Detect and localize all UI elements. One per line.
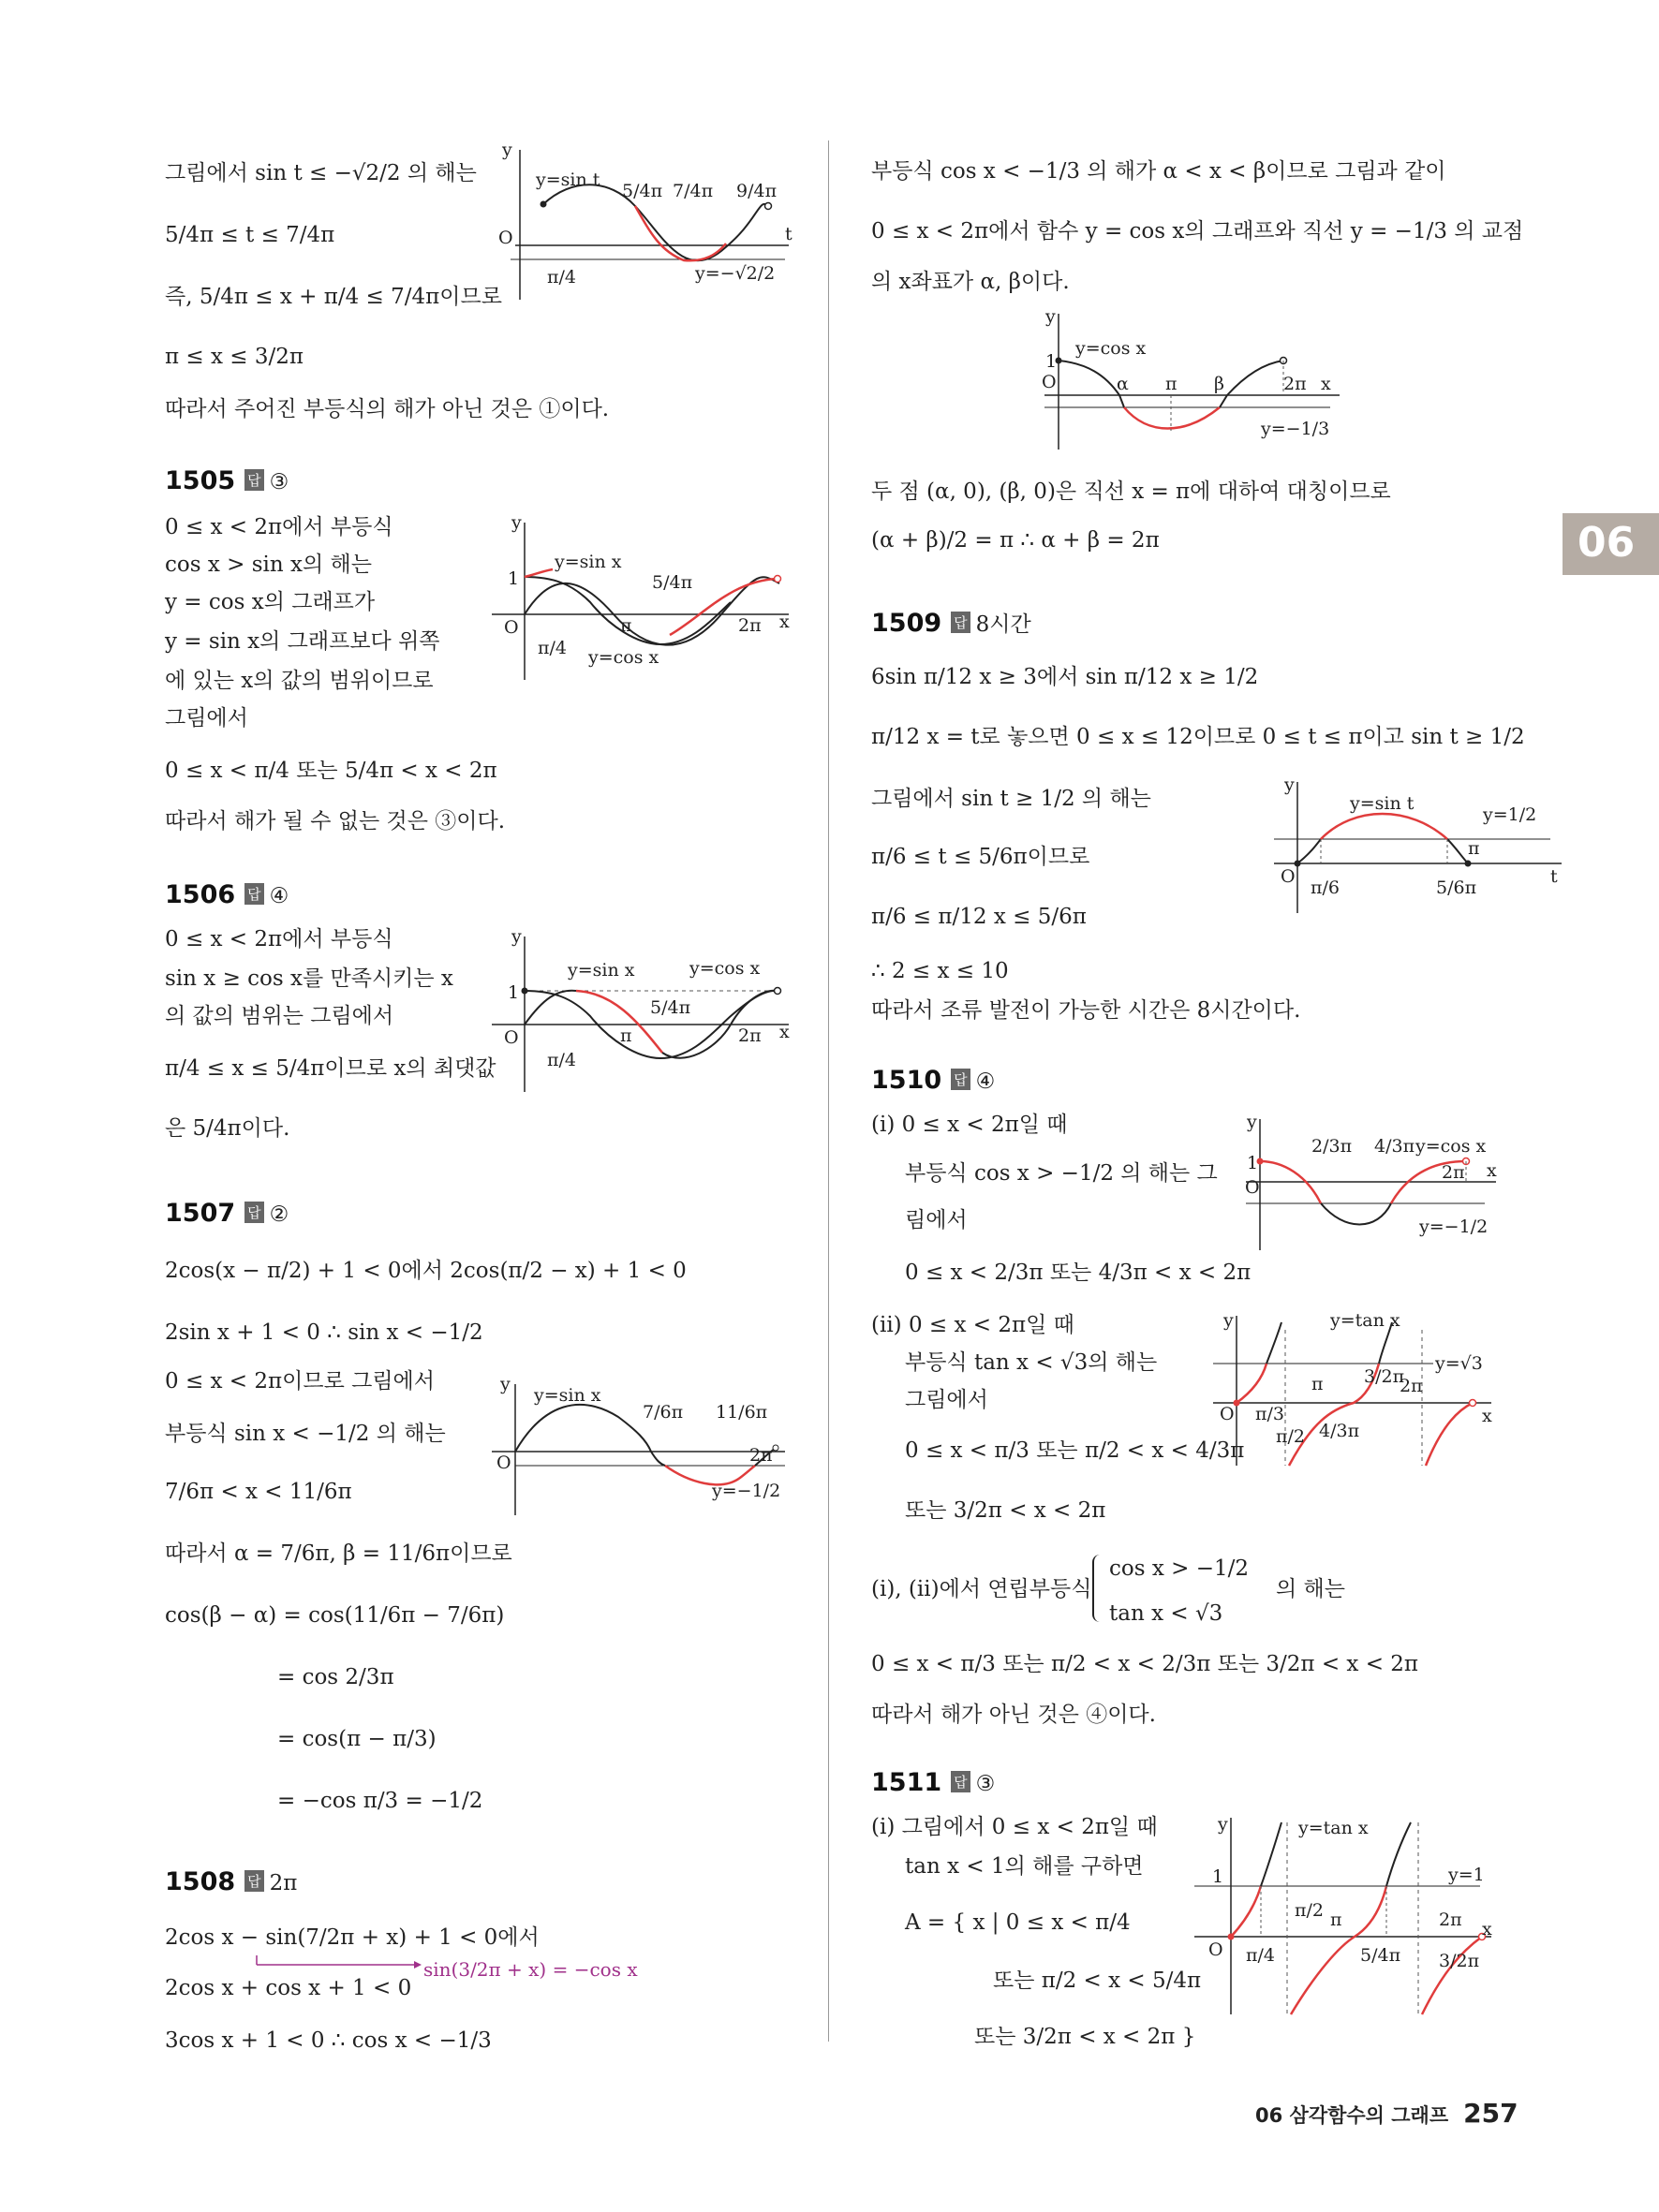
text-line: 따라서 α = 7/6π, β = 11/6π이므로	[165, 1541, 512, 1566]
tick-label: 5/4π	[652, 572, 693, 593]
text-line: 2sin x + 1 < 0 ∴ sin x < −1/2	[165, 1320, 483, 1345]
graph-cos-1508	[1030, 306, 1349, 459]
tick-label: π	[620, 615, 632, 636]
graph-tan-1511	[1190, 1813, 1499, 2019]
problem-number: 1509	[871, 609, 942, 638]
solution-arc	[1231, 1886, 1261, 1937]
tick-label: π/2	[1276, 1426, 1305, 1447]
graph-tan-1510	[1208, 1311, 1499, 1470]
graph-sin-t-1504	[487, 140, 796, 304]
text-line: 7/6π < x < 11/6π	[165, 1480, 352, 1504]
text-line: π/12 x = t로 놓으면 0 ≤ x ≤ 12이므로 0 ≤ t ≤ π이고 sin t ≥ 1/2	[871, 725, 1525, 749]
text-line: 6sin π/12 x ≥ 3에서 sin π/12 x ≥ 1/2	[871, 665, 1259, 689]
chapter-tab	[1563, 513, 1659, 575]
y-label: y	[502, 140, 512, 160]
line-label: y=1	[1448, 1865, 1485, 1885]
tick-label: 7/4π	[673, 181, 714, 201]
line-label: y=√3	[1435, 1353, 1483, 1374]
problem-header-1511	[871, 1768, 995, 1797]
tick-label: 2π	[738, 1025, 762, 1046]
sin-curve	[1447, 839, 1468, 863]
origin-label: O	[504, 617, 519, 638]
text-line: 0 ≤ x < π/4 또는 5/4π < x < 2π	[165, 759, 497, 783]
text-line: 또는 3/2π < x < 2π	[905, 1498, 1106, 1523]
text-line: A = { x | 0 ≤ x < π/4	[905, 1910, 1131, 1935]
x-label: x	[1487, 1160, 1497, 1181]
text-line: π/6 ≤ π/12 x ≤ 5/6π	[871, 905, 1087, 929]
text-line: 그림에서	[165, 706, 248, 730]
text-line: = cos 2/3π	[277, 1665, 394, 1689]
tick-label: 1	[1212, 1866, 1224, 1887]
curve-label: y=sin x	[555, 552, 622, 572]
origin-label: O	[1220, 1404, 1235, 1424]
curve-label: y=sin t	[536, 170, 600, 190]
origin-label: O	[504, 1027, 519, 1048]
tick-label: 4/3π	[1319, 1421, 1360, 1441]
answer-value: ④	[975, 1069, 996, 1094]
solution-arc	[1124, 407, 1220, 429]
text-line: 0 ≤ x < 2/3π 또는 4/3π < x < 2π	[905, 1261, 1252, 1285]
text-line: 또는 3/2π < x < 2π }	[974, 2025, 1196, 2049]
x-label: x	[1321, 374, 1331, 394]
solution-arc	[1422, 1937, 1482, 2014]
tick-label: 2π	[749, 1445, 773, 1466]
curve-label: y=sin x	[568, 960, 635, 981]
y-label: y	[1247, 1112, 1257, 1132]
tick-label: π/6	[1311, 877, 1340, 898]
text-line: (i) 그림에서 0 ≤ x < 2π일 때	[871, 1815, 1158, 1839]
text-line: 따라서 조류 발전이 가능한 시간은 8시간이다.	[871, 998, 1301, 1023]
answer-value: 2π	[269, 1871, 298, 1895]
answer-badge: 답	[244, 1202, 264, 1223]
tick-label: 2π	[1442, 1162, 1465, 1183]
curve-label: y=sin t	[1350, 793, 1415, 814]
problem-number: 1508	[165, 1867, 236, 1896]
text-line: 그림에서 sin t ≤ −√2/2 의 해는	[165, 161, 477, 185]
text-line: cos(β − α) = cos(11/6π − 7/6π)	[165, 1603, 505, 1628]
origin-label: O	[498, 228, 513, 248]
x-label: x	[1482, 1406, 1492, 1426]
text-line: 또는 π/2 < x < 5/4π	[993, 1969, 1202, 1993]
page-footer	[1255, 2098, 1518, 2129]
tick-label: 3/2π	[1439, 1951, 1480, 1971]
origin-label: O	[1042, 372, 1057, 392]
tick-label: β	[1214, 374, 1224, 394]
text-line: 2cos x + cos x + 1 < 0	[165, 1976, 412, 2000]
tick-label: 1	[508, 568, 520, 589]
chapter-tab-label: 06	[1578, 519, 1636, 567]
text-line: 0 ≤ x < 2π에서 부등식	[165, 927, 393, 951]
answer-value: ②	[269, 1202, 289, 1227]
tick-label: 5/4π	[650, 997, 691, 1018]
solution-arc	[635, 206, 726, 260]
text-line: = −cos π/3 = −1/2	[277, 1789, 483, 1813]
problem-header-1505	[165, 466, 289, 495]
problem-header-1506	[165, 880, 289, 909]
tick-label: π/4	[547, 1050, 576, 1070]
curve-label: y=tan x	[1330, 1310, 1400, 1331]
end-point	[775, 988, 781, 995]
tick-label: π/3	[1255, 1404, 1284, 1424]
tick-label: 9/4π	[736, 181, 778, 201]
cos-curve	[1321, 1203, 1391, 1225]
problem-number: 1507	[165, 1199, 236, 1228]
text-line: 부등식 sin x < −1/2 의 해는	[165, 1422, 446, 1446]
text-line: 0 ≤ x < π/3 또는 π/2 < x < 2/3π 또는 3/2π < x < 2π	[871, 1652, 1419, 1676]
curve-label: y=cos x	[1075, 338, 1147, 359]
tick-label: α	[1117, 374, 1129, 394]
text-line: 2cos x − sin(7/2π + x) + 1 < 0에서	[165, 1925, 540, 1950]
x-label: t	[785, 224, 792, 244]
text-line: 2cos(x − π/2) + 1 < 0에서 2cos(π/2 − x) + 1 < 0	[165, 1259, 687, 1283]
curve-label: y=cos x	[1415, 1136, 1487, 1157]
text-line: (i) 0 ≤ x < 2π일 때	[871, 1113, 1068, 1137]
answer-badge: 답	[951, 1771, 970, 1792]
tick-label: π/4	[538, 638, 567, 658]
text-line: 그림에서 sin t ≥ 1/2 의 해는	[871, 787, 1151, 811]
answer-badge: 답	[951, 1069, 970, 1090]
answer-value: ③	[269, 470, 289, 494]
problem-number: 1510	[871, 1066, 942, 1095]
text-line: 0 ≤ x < 2π에서 부등식	[165, 515, 393, 539]
tick-label: 5/4π	[1360, 1945, 1401, 1966]
text-line: π ≤ x ≤ 3/2π	[165, 345, 304, 369]
tick-label: 7/6π	[643, 1402, 684, 1423]
y-label: y	[1223, 1310, 1234, 1331]
end-point	[1465, 861, 1472, 867]
text-line: 부등식 tan x < √3의 해는	[905, 1350, 1158, 1375]
curve-label: y=sin x	[534, 1385, 601, 1406]
graph-sin-cos-1505	[487, 513, 796, 682]
tan-curve	[1261, 1822, 1281, 1886]
problem-header-1510	[871, 1066, 995, 1095]
x-label: t	[1550, 866, 1558, 887]
text-line: cos x > −1/2	[1109, 1556, 1249, 1581]
text-line: (ii) 0 ≤ x < 2π일 때	[871, 1313, 1074, 1337]
line-label: y=−1/3	[1261, 419, 1330, 439]
text-line: cos x > sin x의 해는	[165, 553, 372, 577]
problem-number: 1511	[871, 1768, 942, 1797]
graph-sin-t-1509	[1269, 774, 1569, 918]
origin-label: O	[1208, 1939, 1223, 1960]
tick-label: π/2	[1295, 1900, 1324, 1921]
text-line: 0 ≤ x < π/3 또는 π/2 < x < 4/3π	[905, 1438, 1245, 1463]
problem-header-1508	[165, 1867, 297, 1896]
tick-label: π/4	[547, 267, 576, 288]
tick-label: 11/6π	[716, 1402, 768, 1423]
sin-curve	[1297, 839, 1321, 863]
text-line: 림에서	[905, 1208, 968, 1232]
y-label: y	[1284, 774, 1295, 795]
text-line: y = sin x의 그래프보다 위쪽	[165, 629, 440, 654]
text-line: ∴ 2 ≤ x ≤ 10	[871, 959, 1009, 983]
solution-arc	[1237, 1364, 1266, 1403]
tick-label: π	[1165, 374, 1178, 394]
tick-label: 5/4π	[622, 181, 663, 201]
end-point	[1470, 1400, 1476, 1407]
problem-number: 1505	[165, 466, 236, 495]
tick-label: 2π	[1439, 1910, 1462, 1930]
start-point	[1228, 1934, 1235, 1940]
tick-label: π/4	[1246, 1945, 1275, 1966]
solution-arc	[1426, 1403, 1473, 1466]
text-line: π/6 ≤ t ≤ 5/6π이므로	[871, 845, 1090, 869]
tan-curve	[1386, 1822, 1411, 1886]
solution-arc	[1321, 814, 1447, 839]
cos-curve	[1220, 361, 1283, 407]
answer-badge: 답	[244, 1870, 264, 1892]
end-point	[773, 1445, 778, 1451]
text-line: tan x < √3	[1109, 1601, 1223, 1626]
y-label: y	[1045, 306, 1056, 327]
end-point	[775, 576, 781, 582]
answer-value: ④	[269, 884, 289, 908]
text-line: (i), (ii)에서 연립부등식	[871, 1577, 1092, 1601]
text-line: 부등식 cos x < −1/3 의 해가 α < x < β이므로 그림과 같이	[871, 159, 1446, 184]
text-line: tan x < 1의 해를 구하면	[905, 1854, 1144, 1879]
tick-label: 2π	[738, 615, 762, 636]
tick-label: 4/3π	[1374, 1136, 1415, 1157]
solution-arc	[525, 569, 553, 577]
text-line: 즉, 5/4π ≤ x + π/4 ≤ 7/4π이므로	[165, 285, 502, 309]
start-point	[541, 201, 547, 208]
answer-value: 8시간	[975, 612, 1031, 637]
sin-curve	[651, 1452, 665, 1466]
text-line: 의 x좌표가 α, β이다.	[871, 270, 1070, 294]
text-line: 의 해는	[1276, 1577, 1345, 1601]
text-line: (α + β)/2 = π ∴ α + β = 2π	[871, 528, 1160, 553]
start-point	[522, 988, 528, 995]
page-number: 257	[1463, 2098, 1518, 2129]
text-line: 5/4π ≤ t ≤ 7/4π	[165, 223, 335, 247]
x-label: x	[779, 612, 790, 632]
text-line: 부등식 cos x > −1/2 의 해는 그	[905, 1161, 1218, 1186]
y-label: y	[511, 926, 522, 947]
y-label: y	[511, 512, 522, 533]
problem-header-1507	[165, 1199, 289, 1228]
tick-label: 2π	[1283, 374, 1307, 394]
tick-label: 5/6π	[1436, 877, 1477, 898]
sin-curve	[515, 1405, 651, 1452]
text-line: = cos(π − π/3)	[277, 1727, 437, 1751]
text-line: sin x ≥ cos x를 만족시키는 x	[165, 966, 453, 991]
tick-label: 1	[1045, 351, 1058, 372]
note-text: sin(3/2π + x) = −cos x	[423, 1958, 638, 1981]
curve-label: y=cos x	[588, 647, 659, 668]
text-line: π/4 ≤ x ≤ 5/4π이므로 x의 최댓값	[165, 1056, 496, 1081]
text-line: 3cos x + 1 < 0 ∴ cos x < −1/3	[165, 2028, 492, 2053]
problem-header-1509	[871, 607, 1031, 638]
text-line: y = cos x의 그래프가	[165, 590, 376, 614]
graph-sin-1507	[487, 1375, 796, 1525]
x-label: x	[779, 1022, 790, 1042]
origin-label: O	[1281, 866, 1296, 887]
text-line: 에 있는 x의 값의 범위이므로	[165, 669, 434, 693]
tan-curve	[1266, 1322, 1281, 1364]
origin-label: O	[496, 1453, 511, 1473]
answer-badge: 답	[951, 612, 970, 633]
tick-label: 1	[1247, 1153, 1259, 1173]
text-line: 그림에서	[905, 1388, 988, 1412]
sin-curve	[525, 991, 576, 1025]
y-label: y	[500, 1374, 511, 1394]
text-line: 의 값의 범위는 그림에서	[165, 1004, 394, 1028]
chapter-title: 06 삼각함수의 그래프	[1255, 2104, 1449, 2127]
column-divider	[828, 140, 829, 2042]
y-label: y	[1218, 1814, 1228, 1835]
answer-value: ③	[975, 1772, 996, 1796]
line-label: y=−1/2	[1419, 1217, 1489, 1237]
graph-sin-cos-1506	[487, 927, 796, 1096]
system-brace	[1092, 1555, 1104, 1622]
tick-label: 3/2π	[1364, 1366, 1405, 1387]
line-label: y=−√2/2	[695, 263, 776, 284]
answer-badge: 답	[244, 883, 264, 905]
curve-label: y=tan x	[1298, 1818, 1369, 1838]
line-label: y=1/2	[1483, 804, 1537, 825]
text-line: 0 ≤ x < 2π이므로 그림에서	[165, 1369, 435, 1394]
tick-label: 2/3π	[1311, 1136, 1353, 1157]
curve-label: y=cos x	[689, 958, 761, 979]
origin-label: O	[1245, 1177, 1260, 1198]
problem-number: 1506	[165, 880, 236, 909]
graph-cos-1510	[1241, 1114, 1503, 1255]
tick-label: π	[1330, 1910, 1342, 1930]
cos-curve	[1059, 361, 1124, 407]
tick-label: π	[1468, 838, 1480, 859]
text-line: 0 ≤ x < 2π에서 함수 y = cos x의 그래프와 직선 y = −1/3 의 교점	[871, 219, 1524, 243]
tick-label: 1	[508, 982, 520, 1003]
text-line: 따라서 주어진 부등식의 해가 아닌 것은 ①이다.	[165, 397, 610, 421]
x-label: x	[1482, 1919, 1492, 1939]
answer-badge: 답	[244, 469, 264, 491]
line-label: y=−1/2	[712, 1481, 781, 1501]
text-line: 두 점 (α, 0), (β, 0)은 직선 x = π에 대하여 대칭이므로	[871, 479, 1391, 504]
tick-label: 2π	[1400, 1376, 1423, 1396]
tick-label: π	[620, 1025, 632, 1046]
text-line: 따라서 해가 될 수 없는 것은 ③이다.	[165, 809, 506, 833]
tick-label: π	[1311, 1374, 1324, 1394]
text-line: 은 5/4π이다.	[165, 1116, 290, 1141]
end-point	[765, 203, 772, 210]
text-line: 따라서 해가 아닌 것은 ④이다.	[871, 1703, 1156, 1727]
